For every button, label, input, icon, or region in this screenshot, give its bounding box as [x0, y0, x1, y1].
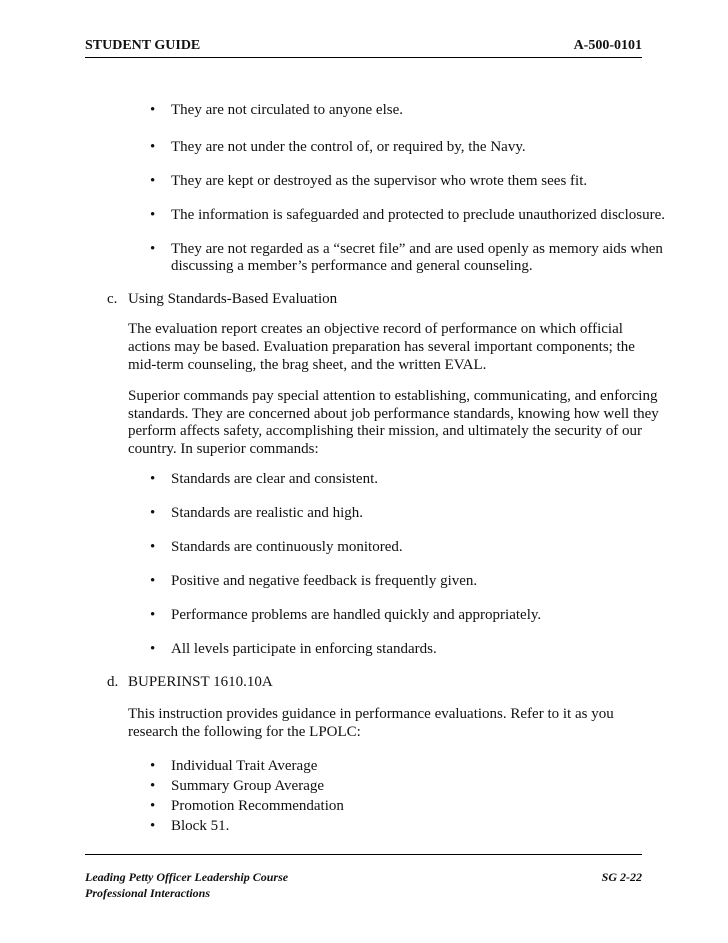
footer-module-title: Professional Interactions: [85, 886, 211, 900]
footer-page-number: SG 2-22: [601, 870, 642, 884]
bullet-icon: •: [150, 139, 156, 155]
bullet-icon: •: [150, 539, 156, 555]
list-item-text: They are not circulated to anyone else.: [171, 102, 403, 118]
list-item-text: They are not under the control of, or required by, the Navy.: [171, 139, 526, 155]
bullet-icon: •: [150, 641, 156, 657]
paragraph-line: This instruction provides guidance in performance evaluations. Refer to it as you: [128, 706, 614, 722]
list-item-text: Promotion Recommendation: [171, 798, 344, 814]
paragraph-line: The evaluation report creates an objective record of performance on which official: [128, 321, 623, 337]
bullet-icon: •: [150, 758, 156, 774]
section-title: Using Standards-Based Evaluation: [128, 291, 338, 307]
bullet-icon: •: [150, 778, 156, 794]
list-item-text: Summary Group Average: [171, 778, 325, 794]
list-item-continuation: discussing a member’s performance and general counseling.: [171, 258, 533, 274]
list-item-text: All levels participate in enforcing standards.: [171, 641, 437, 657]
list-item-text: They are kept or destroyed as the supervisor who wrote them sees fit.: [171, 173, 588, 189]
page-header: [85, 38, 642, 58]
list-item-text: Individual Trait Average: [171, 758, 318, 774]
paragraph-line: actions may be based. Evaluation preparation has several important components; the: [128, 339, 635, 355]
paragraph-line: standards. They are concerned about job performance standards, knowing how well they: [128, 406, 659, 422]
section-letter: d.: [107, 674, 119, 690]
bullet-icon: •: [150, 207, 156, 223]
paragraph-line: Superior commands pay special attention to establishing, communicating, and enforcing: [128, 388, 658, 404]
bullet-icon: •: [150, 173, 156, 189]
list-item-text: Block 51.: [171, 818, 230, 834]
list-item-text: Standards are clear and consistent.: [171, 471, 379, 487]
list-item-text: The information is safeguarded and protected to preclude unauthorized disclosure.: [171, 207, 665, 223]
list-item-text: Standards are realistic and high.: [171, 505, 364, 521]
section-title: BUPERINST 1610.10A: [128, 674, 273, 690]
header-title: STUDENT GUIDE: [85, 38, 201, 53]
list-item-text: They are not regarded as a “secret file” and are used openly as memory aids when: [171, 241, 663, 257]
paragraph-line: research the following for the LPOLC:: [128, 724, 361, 740]
paragraph-line: country. In superior commands:: [128, 441, 319, 457]
bullet-icon: •: [150, 102, 156, 118]
header-document-number: A-500-0101: [573, 38, 642, 53]
list-item-text: Performance problems are handled quickly and appropriately.: [171, 607, 542, 623]
bullet-icon: •: [150, 471, 156, 487]
bullet-icon: •: [150, 573, 156, 589]
bullet-icon: •: [150, 818, 156, 834]
bullet-icon: •: [150, 607, 156, 623]
footer-course-title: Leading Petty Officer Leadership Course: [85, 870, 289, 884]
bullet-icon: •: [150, 798, 156, 814]
paragraph-line: perform affects safety, accomplishing their mission, and ultimately the security of our: [128, 423, 643, 439]
paragraph-line: mid-term counseling, the brag sheet, and the written EVAL.: [128, 357, 487, 373]
list-item-text: Standards are continuously monitored.: [171, 539, 403, 555]
list-item-text: Positive and negative feedback is frequently given.: [171, 573, 478, 589]
section-letter: c.: [107, 291, 118, 307]
page-footer: [85, 854, 642, 901]
bullet-icon: •: [150, 241, 156, 257]
bullet-icon: •: [150, 505, 156, 521]
